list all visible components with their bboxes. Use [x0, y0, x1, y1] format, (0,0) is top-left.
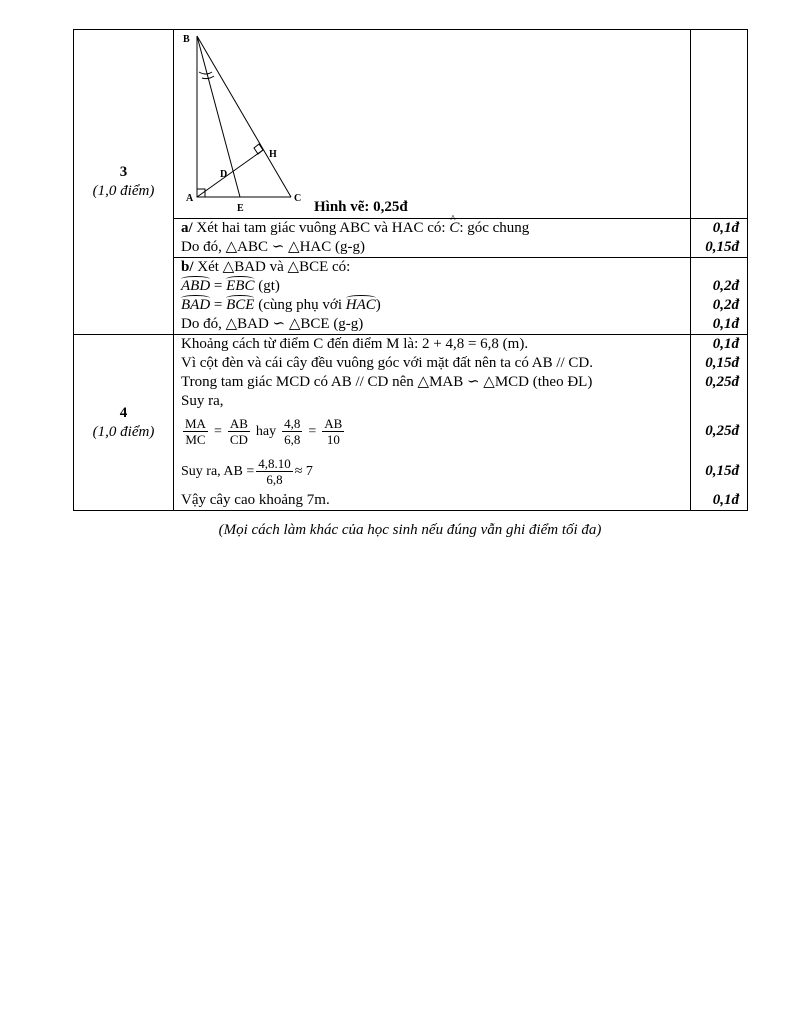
- part-b-line-2: [181, 277, 686, 296]
- part-a-line-1: [181, 219, 686, 238]
- question-4-cell: [74, 335, 174, 511]
- q4-conclusion: Vậy cây cao khoảng 7m.: [181, 492, 330, 508]
- equals: =: [308, 423, 317, 439]
- score: 0,1đ: [712, 316, 739, 332]
- label-D: D: [220, 169, 228, 180]
- figure-caption: Hình vẽ: 0,25đ: [314, 199, 408, 215]
- close-paren: ): [375, 297, 381, 313]
- q4-line-1: Khoảng cách từ điểm C đến điểm M là: 2 + 4,8 = 6,8 (m).: [181, 336, 529, 352]
- part-a-line-2: Do đó, △ABC ∽ △HAC (g-g): [181, 239, 365, 255]
- part-b-cell: [174, 258, 691, 335]
- part-b-line-3: [181, 296, 686, 315]
- denominator: 10: [326, 431, 340, 447]
- question-4-content: [174, 335, 691, 511]
- score: 0,15đ: [705, 463, 739, 479]
- figure-cell: [174, 30, 691, 219]
- numerator: AB: [229, 415, 248, 431]
- label-B: B: [183, 34, 190, 45]
- question-4-points: (1,0 điểm): [92, 423, 155, 440]
- label-A: A: [186, 193, 194, 204]
- fraction-ab-10: [322, 416, 344, 447]
- triangle-diagram: [174, 30, 474, 218]
- result-prefix: Suy ra, AB =: [181, 463, 255, 479]
- fraction-48-68: [282, 416, 302, 447]
- numerator: 4,8: [284, 415, 301, 431]
- fraction-result: [256, 456, 293, 487]
- score: 0,15đ: [705, 239, 739, 255]
- score: 0,2đ: [712, 297, 739, 313]
- fraction-ab-cd: [228, 416, 250, 447]
- part-b-line-4: Do đó, △BAD ∽ △BCE (g-g): [181, 316, 364, 332]
- part-b-text: Xét △BAD và △BCE có:: [193, 259, 351, 275]
- denominator: 6,8: [266, 471, 283, 487]
- footer-note: (Mọi cách làm khác của học sinh nếu đúng vẫn ghi điểm tối đa): [218, 522, 602, 538]
- part-a-prefix: a/: [181, 220, 193, 236]
- numerator: AB: [324, 415, 343, 431]
- part-b-scores: [691, 258, 748, 335]
- part-b-line-1: [181, 258, 686, 277]
- question-4-number: 4: [119, 404, 128, 421]
- question-3-number: 3: [119, 164, 128, 180]
- score: 0,1đ: [712, 336, 739, 352]
- equals: =: [210, 297, 227, 313]
- score: 0,2đ: [712, 278, 739, 294]
- denominator: MC: [185, 431, 206, 447]
- geometry-figure: [174, 30, 690, 218]
- angle-abd: ABD: [181, 278, 211, 294]
- ratio-equation: [181, 411, 686, 451]
- denominator: 6,8: [284, 431, 301, 447]
- question-4-scores: [691, 335, 748, 511]
- score: 0,1đ: [712, 492, 739, 508]
- result-equation: [181, 451, 686, 491]
- complement-note: (cùng phụ với: [254, 297, 346, 313]
- angle-ebc: EBC: [226, 278, 255, 294]
- hay-word: hay: [255, 423, 277, 439]
- score: 0,25đ: [705, 374, 739, 390]
- angle-bad: BAD: [181, 297, 211, 313]
- q4-line-4: Suy ra,: [181, 393, 224, 409]
- label-E: E: [237, 203, 244, 214]
- question-3-cell: [74, 30, 174, 335]
- label-C: C: [294, 193, 302, 204]
- angle-c: ^ C: [449, 219, 459, 238]
- fraction-ma-mc: [183, 416, 208, 447]
- figure-score-cell: [691, 30, 748, 219]
- score: 0,1đ: [712, 220, 739, 236]
- part-a-text: Xét hai tam giác vuông ABC và HAC có:: [192, 220, 450, 236]
- part-b-prefix: b/: [181, 259, 194, 275]
- part-a-scores: [691, 219, 748, 258]
- q4-line-2: Vì cột đèn và cái cây đều vuông góc với mặt đất nên ta có AB // CD.: [181, 355, 593, 371]
- angle-hac: HAC: [345, 297, 376, 313]
- numerator: MA: [185, 415, 206, 431]
- equals: =: [213, 423, 222, 439]
- part-a-text-end: : góc chung: [459, 220, 530, 236]
- score: 0,25đ: [705, 423, 739, 439]
- approx-value: ≈ 7: [294, 463, 313, 479]
- numerator: 4,8.10: [258, 455, 291, 471]
- given-note: (gt): [254, 278, 280, 294]
- label-H: H: [269, 149, 277, 160]
- score: 0,15đ: [705, 355, 739, 371]
- q4-line-3: Trong tam giác MCD có AB // CD nên △MAB ∽ △MCD (theo ĐL): [181, 374, 593, 390]
- equals: =: [210, 278, 227, 294]
- grading-table: [73, 29, 748, 511]
- angle-bce: BCE: [226, 297, 255, 313]
- part-a-cell: [174, 219, 691, 258]
- question-3-points: (1,0 điểm): [92, 183, 155, 199]
- denominator: CD: [229, 431, 248, 447]
